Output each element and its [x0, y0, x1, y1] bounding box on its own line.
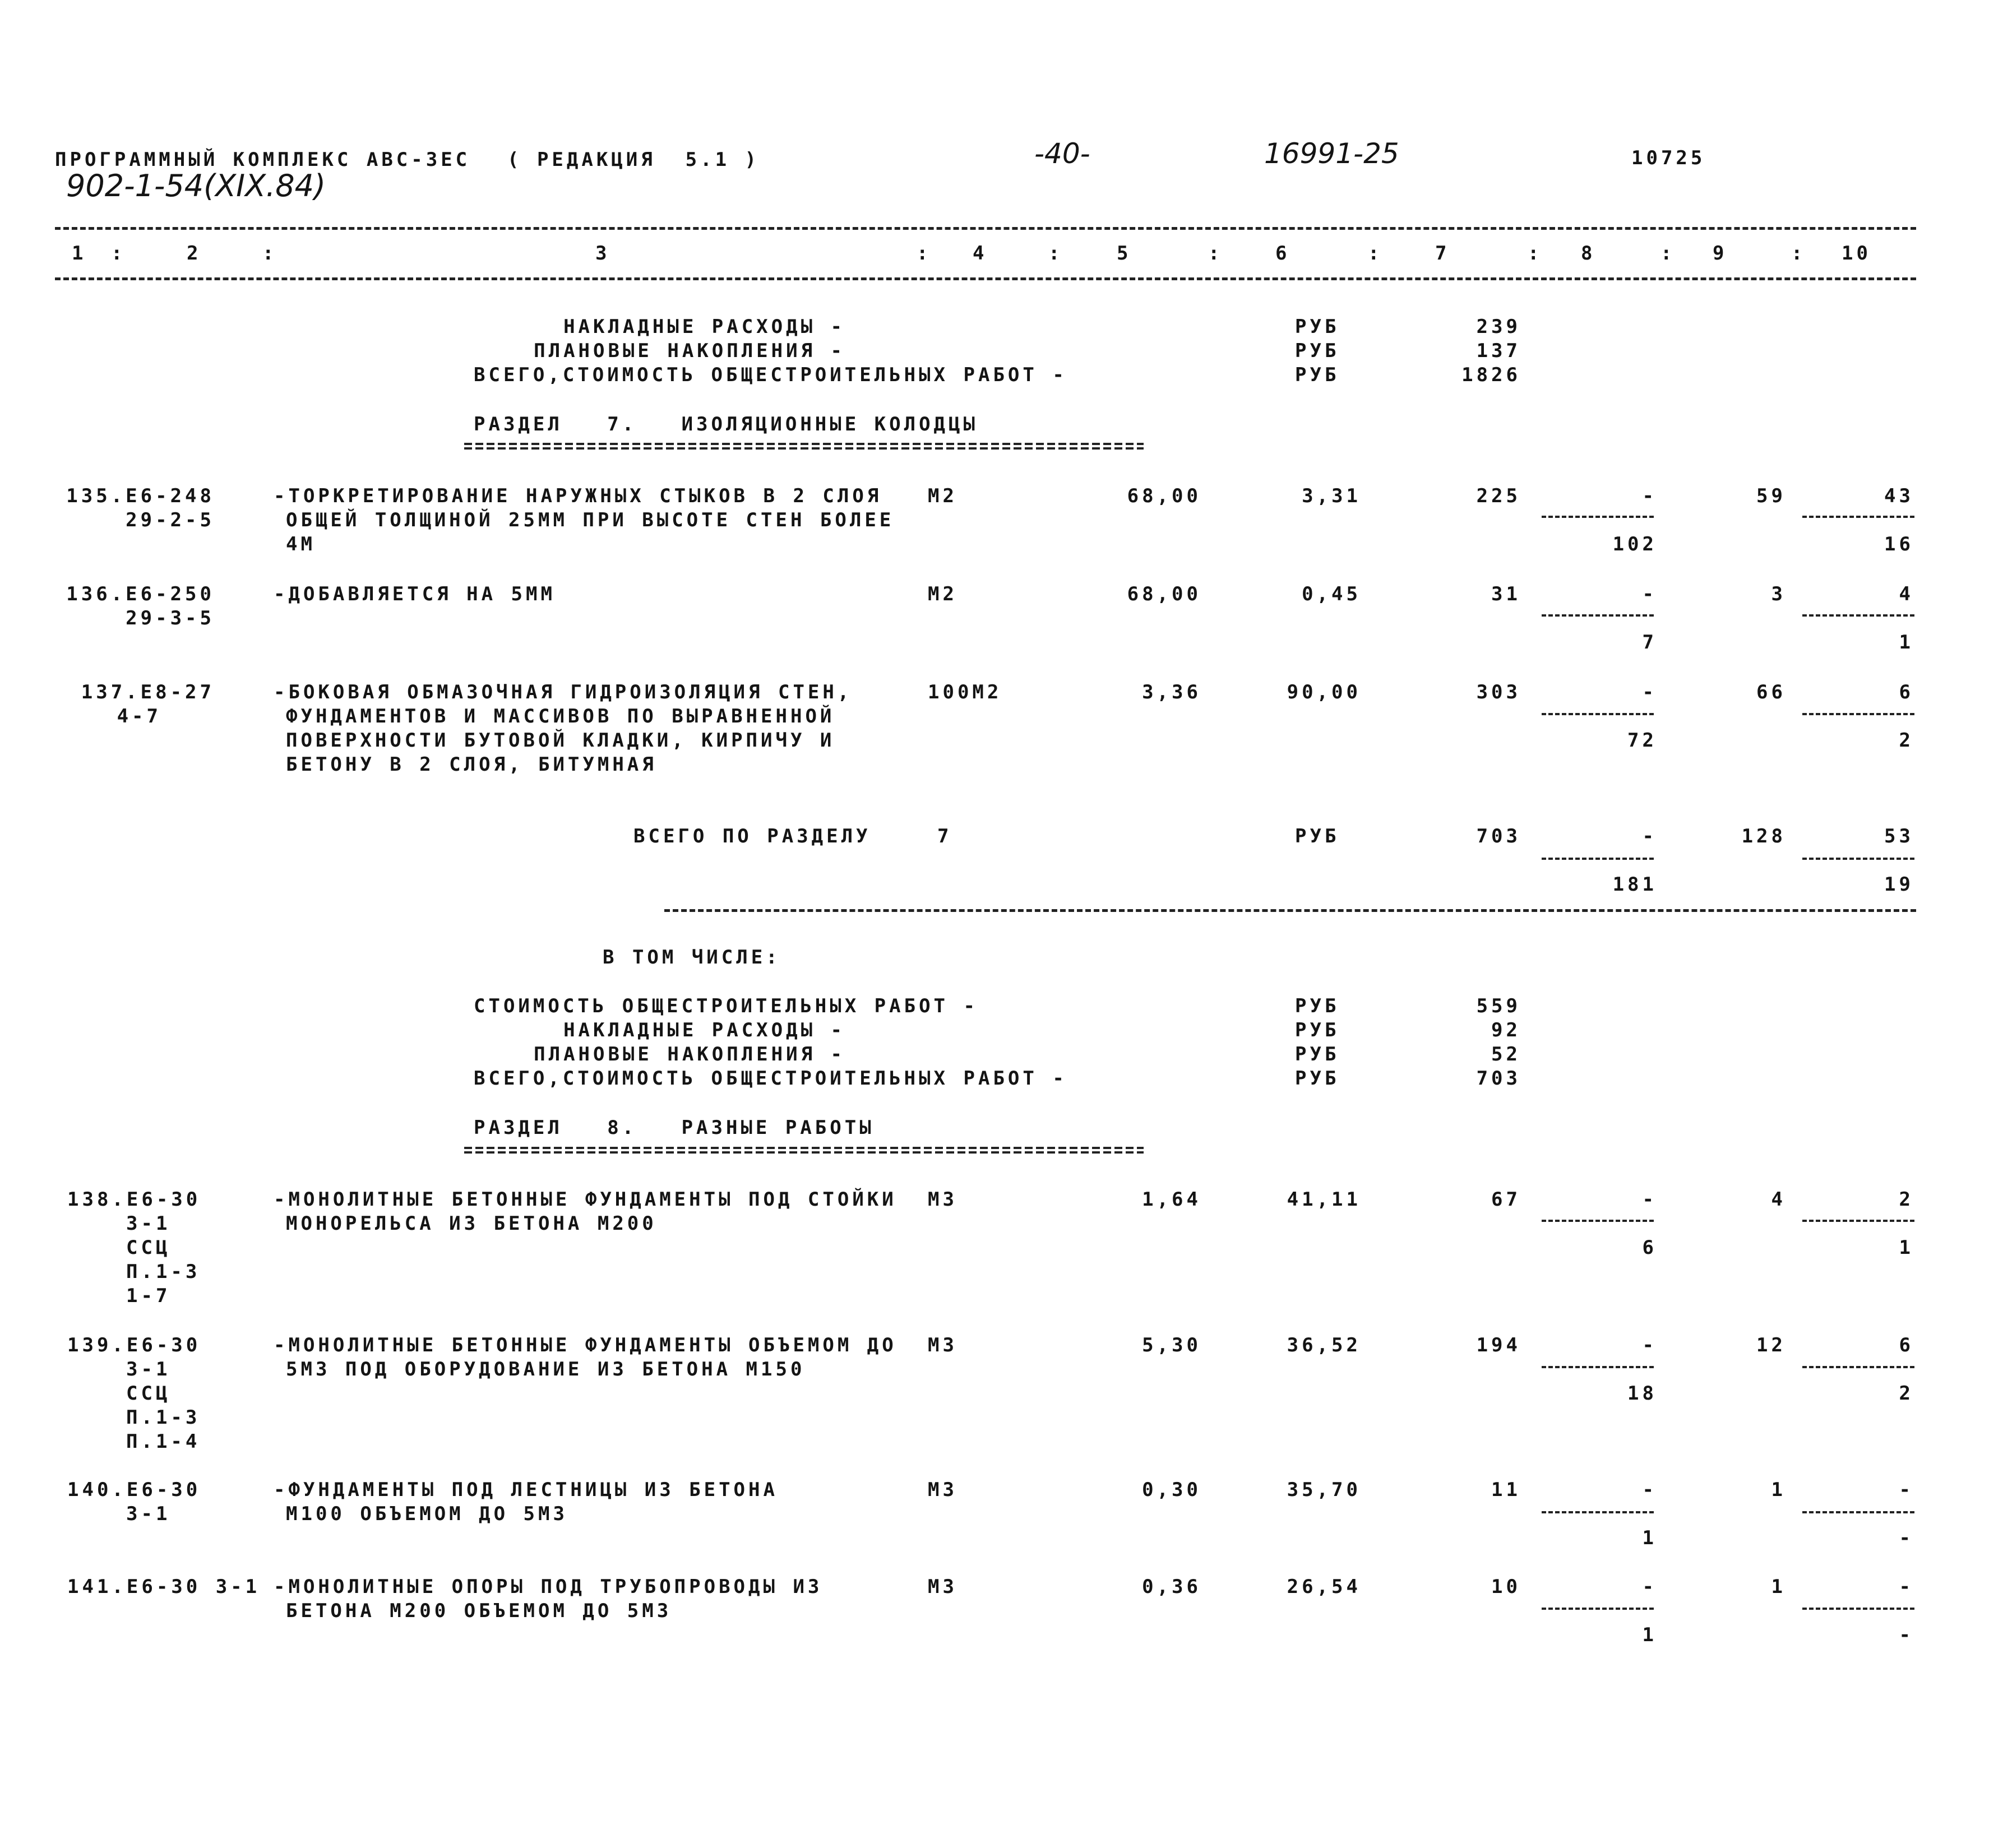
row-c10-top: 6: [1899, 1334, 1914, 1356]
row-code: 29-3-5: [126, 607, 215, 629]
row-c9: 3: [1771, 583, 1786, 605]
row-price: 41,11: [1287, 1188, 1361, 1211]
row-desc: 5М3 ПОД ОБОРУДОВАНИЕ ИЗ БЕТОНА М150: [286, 1358, 806, 1381]
total-c8-bottom: 181: [1612, 873, 1657, 896]
col-sep: :: [1048, 242, 1063, 265]
row-desc: БЕТОНУ В 2 СЛОЯ, БИТУМНАЯ: [286, 753, 657, 776]
fraction-line: [1802, 614, 1914, 617]
row-total: 11: [1491, 1479, 1521, 1501]
program-name: ПРОГРАММНЫЙ КОМПЛЕКС АВС-3ЕС: [55, 149, 471, 171]
col-sep: :: [1208, 242, 1223, 265]
including-label-row: СТОИМОСТЬ ОБЩЕСТРОИТЕЛЬНЫХ РАБОТ -: [474, 995, 978, 1017]
row-qty: 0,30: [1142, 1479, 1201, 1501]
row-c8-top: -: [1642, 1334, 1657, 1356]
summary-unit: РУБ: [1295, 340, 1340, 362]
row-total: 67: [1491, 1188, 1521, 1211]
row-qty: 68,00: [1127, 485, 1201, 507]
col-sep: :: [1791, 242, 1806, 265]
col-7: 7: [1435, 242, 1450, 265]
including-label-row: ПЛАНОВЫЕ НАКОПЛЕНИЯ -: [534, 1043, 845, 1066]
row-desc: ФУНДАМЕНТОВ И МАССИВОВ ПО ВЫРАВНЕННОЙ: [286, 705, 835, 728]
row-code: ССЦ: [126, 1236, 171, 1259]
row-c10-top: -: [1899, 1576, 1914, 1598]
total-value: 703: [1476, 825, 1521, 847]
summary-value: 239: [1476, 316, 1521, 338]
row-total: 31: [1491, 583, 1521, 605]
row-code: П.1-3: [126, 1406, 201, 1429]
row-total: 194: [1476, 1334, 1521, 1356]
row-price: 35,70: [1287, 1479, 1361, 1501]
fraction-line: [1802, 1608, 1914, 1610]
section-7-underline: [464, 443, 1144, 450]
row-c10-top: 43: [1884, 485, 1914, 507]
row-c8-top: -: [1642, 583, 1657, 605]
including-value: 92: [1491, 1019, 1521, 1041]
fraction-line: [1542, 1220, 1654, 1222]
row-c9: 1: [1771, 1576, 1786, 1598]
including-unit: РУБ: [1295, 1067, 1340, 1090]
including-label-row: ВСЕГО,СТОИМОСТЬ ОБЩЕСТРОИТЕЛЬНЫХ РАБОТ -: [474, 1067, 1067, 1090]
row-c10-bottom: -: [1899, 1527, 1914, 1549]
row-c9: 66: [1756, 681, 1786, 703]
col-4: 4: [973, 242, 988, 265]
fraction-line: [1542, 1366, 1654, 1368]
row-desc: -ТОРКРЕТИРОВАНИЕ НАРУЖНЫХ СТЫКОВ В 2 СЛОЯ: [274, 485, 882, 507]
row-desc: МОНОРЕЛЬСА ИЗ БЕТОНА М200: [286, 1212, 657, 1235]
row-c8-bottom: 7: [1642, 631, 1657, 654]
fraction-line: [1802, 858, 1914, 860]
page-number: -40-: [1034, 137, 1090, 170]
row-code: 135.Е6-248: [66, 485, 215, 507]
row-qty: 68,00: [1127, 583, 1201, 605]
including-unit: РУБ: [1295, 1043, 1340, 1066]
row-price: 90,00: [1287, 681, 1361, 703]
col-2: 2: [187, 242, 202, 265]
row-unit: М3: [928, 1334, 958, 1356]
row-desc: -МОНОЛИТНЫЕ БЕТОННЫЕ ФУНДАМЕНТЫ ОБЪЕМОМ ДО: [274, 1334, 897, 1356]
total-rule: [664, 909, 1916, 912]
row-code: ССЦ: [126, 1382, 171, 1405]
row-desc: 4М: [286, 533, 316, 555]
total-c10-bottom: 19: [1884, 873, 1914, 896]
row-c10-top: -: [1899, 1479, 1914, 1501]
row-code: 4-7: [117, 705, 161, 728]
doc-number: 16991-25: [1264, 137, 1399, 170]
row-c10-bottom: 2: [1899, 1382, 1914, 1405]
col-sep: :: [262, 242, 277, 265]
row-code: 141.Е6-30 3-1: [67, 1576, 261, 1598]
row-price: 26,54: [1287, 1576, 1361, 1598]
row-c9: 59: [1756, 485, 1786, 507]
section-8-underline: [464, 1147, 1144, 1154]
row-code: П.1-3: [126, 1261, 201, 1283]
including-label-row: НАКЛАДНЫЕ РАСХОДЫ -: [563, 1019, 845, 1041]
row-unit: М2: [928, 485, 958, 507]
row-c10-bottom: 16: [1884, 533, 1914, 555]
fraction-line: [1802, 516, 1914, 518]
row-price: 36,52: [1287, 1334, 1361, 1356]
summary-value: 137: [1476, 340, 1521, 362]
header-rule-bottom: [55, 277, 1916, 280]
row-qty: 1,64: [1142, 1188, 1201, 1211]
col-8: 8: [1581, 242, 1596, 265]
col-sep: :: [111, 242, 126, 265]
row-c10-bottom: -: [1899, 1624, 1914, 1646]
total-c9: 128: [1741, 825, 1786, 847]
row-c8-bottom: 102: [1612, 533, 1657, 555]
fraction-line: [1542, 1511, 1654, 1513]
summary-value: 1826: [1461, 364, 1521, 386]
row-desc: -БОКОВАЯ ОБМАЗОЧНАЯ ГИДРОИЗОЛЯЦИЯ СТЕН,: [274, 681, 853, 703]
fraction-line: [1802, 1220, 1914, 1222]
row-qty: 0,36: [1142, 1576, 1201, 1598]
code-number: 10725: [1631, 147, 1706, 169]
row-unit: М3: [928, 1188, 958, 1211]
including-label: В ТОМ ЧИСЛЕ:: [603, 946, 781, 969]
row-code: 136.Е6-250: [66, 583, 215, 605]
row-qty: 3,36: [1142, 681, 1201, 703]
row-c8-top: -: [1642, 1479, 1657, 1501]
total-section-number: 7: [937, 825, 952, 847]
row-code: 139.Е6-30: [67, 1334, 201, 1356]
including-value: 52: [1491, 1043, 1521, 1066]
row-c10-bottom: 1: [1899, 1236, 1914, 1259]
fraction-line: [1802, 1511, 1914, 1513]
row-unit: М3: [928, 1576, 958, 1598]
row-code: 3-1: [126, 1358, 171, 1381]
section-7-title: РАЗДЕЛ 7. ИЗОЛЯЦИОННЫЕ КОЛОДЦЫ: [474, 413, 978, 436]
edition: ( РЕДАКЦИЯ 5.1 ): [507, 149, 760, 171]
row-desc: ОБЩЕЙ ТОЛЩИНОЙ 25ММ ПРИ ВЫСОТЕ СТЕН БОЛЕЕ: [286, 509, 895, 531]
row-unit: 100М2: [928, 681, 1002, 703]
including-value: 703: [1476, 1067, 1521, 1090]
total-c10-top: 53: [1884, 825, 1914, 847]
row-code: 137.Е8-27: [81, 681, 215, 703]
header-rule-top: [55, 227, 1916, 230]
row-c10-top: 2: [1899, 1188, 1914, 1211]
row-c10-top: 6: [1899, 681, 1914, 703]
row-total: 303: [1476, 681, 1521, 703]
col-9: 9: [1713, 242, 1728, 265]
total-unit: РУБ: [1295, 825, 1340, 847]
col-sep: :: [1368, 242, 1383, 265]
row-desc: ПОВЕРХНОСТИ БУТОВОЙ КЛАДКИ, КИРПИЧУ И: [286, 729, 835, 752]
row-c10-bottom: 1: [1899, 631, 1914, 654]
row-c8-bottom: 1: [1642, 1624, 1657, 1646]
total-c8-top: -: [1642, 825, 1657, 847]
row-c8-top: -: [1642, 1188, 1657, 1211]
row-c10-bottom: 2: [1899, 729, 1914, 752]
row-desc: М100 ОБЪЕМОМ ДО 5М3: [286, 1503, 568, 1525]
row-c8-top: -: [1642, 681, 1657, 703]
row-c9: 1: [1771, 1479, 1786, 1501]
col-5: 5: [1117, 242, 1132, 265]
including-unit: РУБ: [1295, 1019, 1340, 1041]
row-code: П.1-4: [126, 1430, 201, 1453]
row-unit: М3: [928, 1479, 958, 1501]
fraction-line: [1542, 858, 1654, 860]
row-code: 1-7: [126, 1285, 171, 1307]
row-total: 225: [1476, 485, 1521, 507]
row-code: 29-2-5: [126, 509, 215, 531]
col-sep: :: [1528, 242, 1543, 265]
fraction-line: [1542, 516, 1654, 518]
fraction-line: [1542, 713, 1654, 715]
row-c8-bottom: 1: [1642, 1527, 1657, 1549]
col-1: 1: [72, 242, 87, 265]
row-desc: -ФУНДАМЕНТЫ ПОД ЛЕСТНИЦЫ ИЗ БЕТОНА: [274, 1479, 778, 1501]
row-c8-bottom: 72: [1627, 729, 1657, 752]
row-qty: 5,30: [1142, 1334, 1201, 1356]
row-c9: 12: [1756, 1334, 1786, 1356]
summary-unit: РУБ: [1295, 364, 1340, 386]
col-6: 6: [1275, 242, 1290, 265]
section-8-title: РАЗДЕЛ 8. РАЗНЫЕ РАБОТЫ: [474, 1117, 875, 1139]
col-10: 10: [1842, 242, 1871, 265]
summary-unit: РУБ: [1295, 316, 1340, 338]
row-desc: -ДОБАВЛЯЕТСЯ НА 5ММ: [274, 583, 556, 605]
row-c9: 4: [1771, 1188, 1786, 1211]
row-code: 3-1: [126, 1503, 171, 1525]
fraction-line: [1542, 614, 1654, 617]
fraction-line: [1802, 713, 1914, 715]
col-3: 3: [595, 242, 610, 265]
summary-label: НАКЛАДНЫЕ РАСХОДЫ -: [563, 316, 845, 338]
row-code: 138.Е6-30: [67, 1188, 201, 1211]
row-code: 3-1: [126, 1212, 171, 1235]
row-total: 10: [1491, 1576, 1521, 1598]
row-c10-top: 4: [1899, 583, 1914, 605]
row-price: 0,45: [1302, 583, 1361, 605]
row-desc: БЕТОНА М200 ОБЪЕМОМ ДО 5М3: [286, 1600, 672, 1622]
summary-label: ПЛАНОВЫЕ НАКОПЛЕНИЯ -: [534, 340, 845, 362]
row-price: 3,31: [1302, 485, 1361, 507]
including-unit: РУБ: [1295, 995, 1340, 1017]
col-sep: :: [1660, 242, 1676, 265]
project-number: 902-1-54(XIX.84): [66, 168, 326, 203]
row-code: 140.Е6-30: [67, 1479, 201, 1501]
row-c8-top: -: [1642, 1576, 1657, 1598]
row-c8-bottom: 18: [1627, 1382, 1657, 1405]
row-desc: -МОНОЛИТНЫЕ ОПОРЫ ПОД ТРУБОПРОВОДЫ ИЗ: [274, 1576, 823, 1598]
fraction-line: [1802, 1366, 1914, 1368]
row-c8-bottom: 6: [1642, 1236, 1657, 1259]
including-value: 559: [1476, 995, 1521, 1017]
row-unit: М2: [928, 583, 958, 605]
fraction-line: [1542, 1608, 1654, 1610]
row-c8-top: -: [1642, 485, 1657, 507]
col-sep: :: [917, 242, 932, 265]
summary-label: ВСЕГО,СТОИМОСТЬ ОБЩЕСТРОИТЕЛЬНЫХ РАБОТ -: [474, 364, 1067, 386]
total-label: ВСЕГО ПО РАЗДЕЛУ: [633, 825, 871, 847]
row-desc: -МОНОЛИТНЫЕ БЕТОННЫЕ ФУНДАМЕНТЫ ПОД СТОЙКИ: [274, 1188, 897, 1211]
